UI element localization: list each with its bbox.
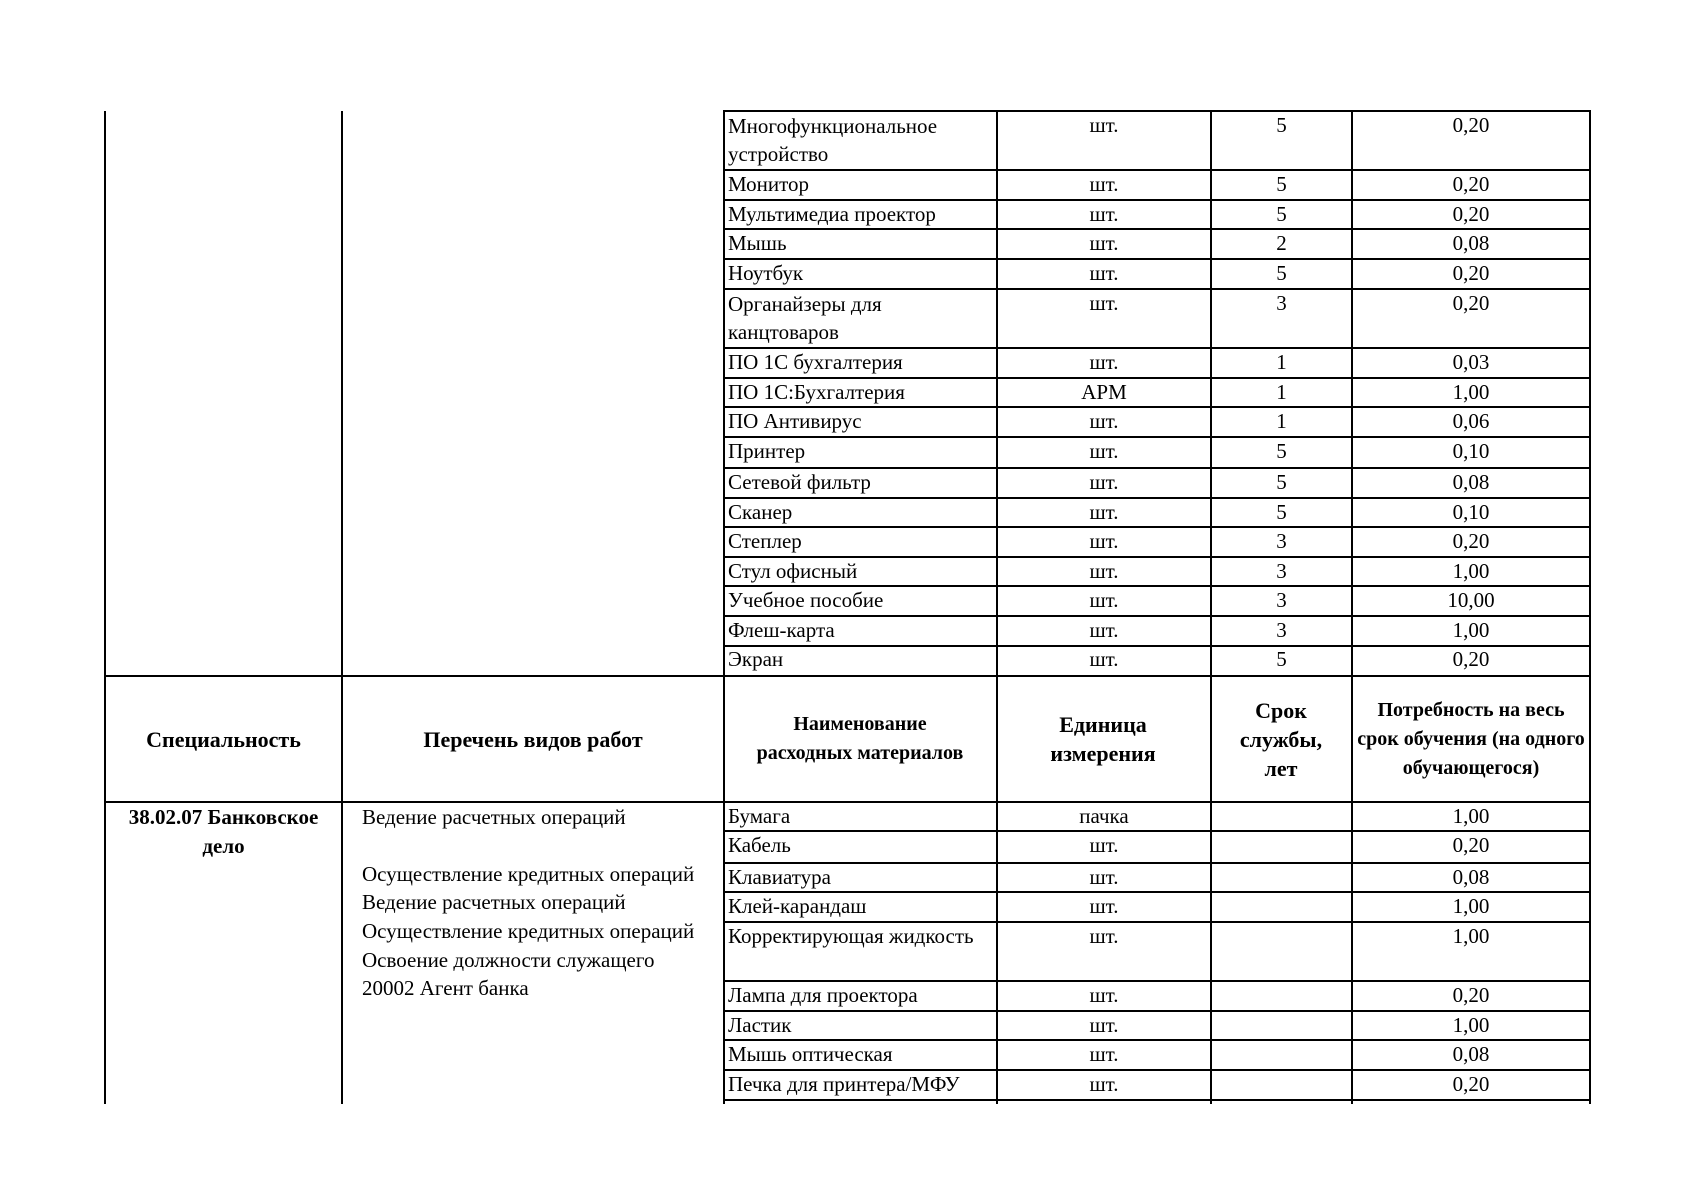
- material-life: 1: [1276, 350, 1287, 374]
- material-need: 0,20: [1452, 1072, 1490, 1096]
- header-unit: Единица измерения: [1050, 712, 1156, 766]
- material-life: 1: [1276, 380, 1287, 404]
- material-name: Монитор: [728, 172, 810, 196]
- material-unit: шт.: [1089, 202, 1119, 226]
- material-unit: пачка: [1079, 804, 1129, 828]
- material-need: 0,20: [1452, 983, 1490, 1007]
- specialty-name: 38.02.07 Банковское дело: [128, 805, 319, 858]
- material-name: Многофункциональное устройство: [728, 114, 938, 166]
- material-unit: шт.: [1089, 1042, 1119, 1066]
- material-need: 1,00: [1452, 618, 1490, 642]
- material-unit: шт.: [1089, 409, 1119, 433]
- material-unit: АРМ: [1081, 380, 1127, 404]
- material-life: 3: [1276, 559, 1287, 583]
- material-need: 0,20: [1452, 113, 1490, 137]
- list-item: Ведение расчетных операций: [362, 890, 626, 914]
- material-need: 0,08: [1452, 231, 1490, 255]
- header-works: Перечень видов работ: [423, 726, 643, 752]
- material-name: Мышь: [728, 231, 787, 255]
- material-name: Корректирующая жидкость: [728, 924, 974, 948]
- material-need: 1,00: [1452, 924, 1490, 948]
- specialty-column-line: [341, 111, 343, 1104]
- material-name: Флеш-карта: [728, 618, 835, 642]
- material-unit: шт.: [1089, 1013, 1119, 1037]
- material-need: 1,00: [1452, 559, 1490, 583]
- material-name: Принтер: [728, 439, 806, 463]
- material-name: Мультимедиа проектор: [728, 202, 936, 226]
- material-name: Органайзеры для канцтоваров: [728, 292, 882, 344]
- list-item: 20002 Агент банка: [362, 976, 529, 1000]
- material-life: 3: [1276, 588, 1287, 612]
- material-unit: шт.: [1089, 588, 1119, 612]
- material-name: ПО 1С:Бухгалтерия: [728, 380, 905, 404]
- material-need: 0,20: [1452, 291, 1490, 315]
- material-name: Печка для принтера/МФУ: [728, 1072, 960, 1096]
- material-life: 3: [1276, 618, 1287, 642]
- material-need: 0,20: [1452, 529, 1490, 553]
- material-name: Клавиатура: [728, 865, 831, 889]
- material-need: 10,00: [1447, 588, 1495, 612]
- material-life: 5: [1276, 439, 1287, 463]
- material-need: 1,00: [1452, 1013, 1490, 1037]
- material-need: 0,20: [1452, 647, 1490, 671]
- material-need: 0,03: [1452, 350, 1490, 374]
- material-need: 0,06: [1452, 409, 1490, 433]
- material-life: 1: [1276, 409, 1287, 433]
- material-need: 0,08: [1452, 865, 1490, 889]
- material-name: Ноутбук: [728, 261, 804, 285]
- material-name: Сканер: [728, 500, 793, 524]
- material-name: Степлер: [728, 529, 802, 553]
- material-name: ПО Антивирус: [728, 409, 862, 433]
- material-need: 0,20: [1452, 833, 1490, 857]
- header-materials: Наименование расходных материалов: [756, 713, 964, 764]
- list-item: Освоение должности служащего: [362, 948, 655, 972]
- material-life: 2: [1276, 231, 1287, 255]
- material-name: Мышь оптическая: [728, 1042, 893, 1066]
- material-unit: шт.: [1089, 1072, 1119, 1096]
- header-life: Срок службы, лет: [1239, 697, 1323, 781]
- list-item: Осуществление кредитных операций: [362, 862, 695, 886]
- material-unit: шт.: [1089, 261, 1119, 285]
- left-border-line: [104, 111, 106, 1104]
- material-unit: шт.: [1089, 529, 1119, 553]
- material-unit: шт.: [1089, 647, 1119, 671]
- material-unit: шт.: [1089, 924, 1119, 948]
- material-need: 1,00: [1452, 894, 1490, 918]
- material-unit: шт.: [1089, 833, 1119, 857]
- material-need: 0,20: [1452, 172, 1490, 196]
- material-name: Учебное пособие: [728, 588, 884, 612]
- material-name: ПО 1С бухгалтерия: [728, 350, 903, 374]
- material-name: Лампа для проектора: [728, 983, 918, 1007]
- material-name: Стул офисный: [728, 559, 858, 583]
- material-need: 0,08: [1452, 1042, 1490, 1066]
- material-need: 1,00: [1452, 380, 1490, 404]
- material-name: Клей-карандаш: [728, 894, 867, 918]
- material-unit: шт.: [1089, 500, 1119, 524]
- material-life: 5: [1276, 470, 1287, 494]
- header-specialty: Специальность: [146, 726, 301, 752]
- material-unit: шт.: [1089, 894, 1119, 918]
- material-life: 5: [1276, 113, 1287, 137]
- list-item: Ведение расчетных операций: [362, 805, 626, 829]
- material-name: Бумага: [728, 804, 791, 828]
- list-item: Осуществление кредитных операций: [362, 919, 695, 943]
- material-name: Сетевой фильтр: [728, 470, 871, 494]
- material-life: 5: [1276, 647, 1287, 671]
- material-unit: шт.: [1089, 113, 1119, 137]
- material-name: Экран: [728, 647, 784, 671]
- material-unit: шт.: [1089, 983, 1119, 1007]
- material-name: Ластик: [728, 1013, 792, 1037]
- material-need: 0,10: [1452, 439, 1490, 463]
- material-need: 0,20: [1452, 261, 1490, 285]
- material-need: 1,00: [1452, 804, 1490, 828]
- material-need: 0,20: [1452, 202, 1490, 226]
- material-life: 3: [1276, 291, 1287, 315]
- material-unit: шт.: [1089, 291, 1119, 315]
- material-life: 5: [1276, 172, 1287, 196]
- material-life: 5: [1276, 500, 1287, 524]
- material-need: 0,08: [1452, 470, 1490, 494]
- material-unit: шт.: [1089, 618, 1119, 642]
- material-unit: шт.: [1089, 559, 1119, 583]
- material-need: 0,10: [1452, 500, 1490, 524]
- row-line: [723, 1099, 1591, 1101]
- material-life: 5: [1276, 261, 1287, 285]
- material-unit: шт.: [1089, 172, 1119, 196]
- header-need: Потребность на весь срок обучения (на одного обучающегося): [1357, 698, 1585, 779]
- material-unit: шт.: [1089, 470, 1119, 494]
- material-unit: шт.: [1089, 439, 1119, 463]
- material-name: Кабель: [728, 833, 791, 857]
- material-unit: шт.: [1089, 231, 1119, 255]
- material-life: 3: [1276, 529, 1287, 553]
- material-life: 5: [1276, 202, 1287, 226]
- material-unit: шт.: [1089, 865, 1119, 889]
- material-unit: шт.: [1089, 350, 1119, 374]
